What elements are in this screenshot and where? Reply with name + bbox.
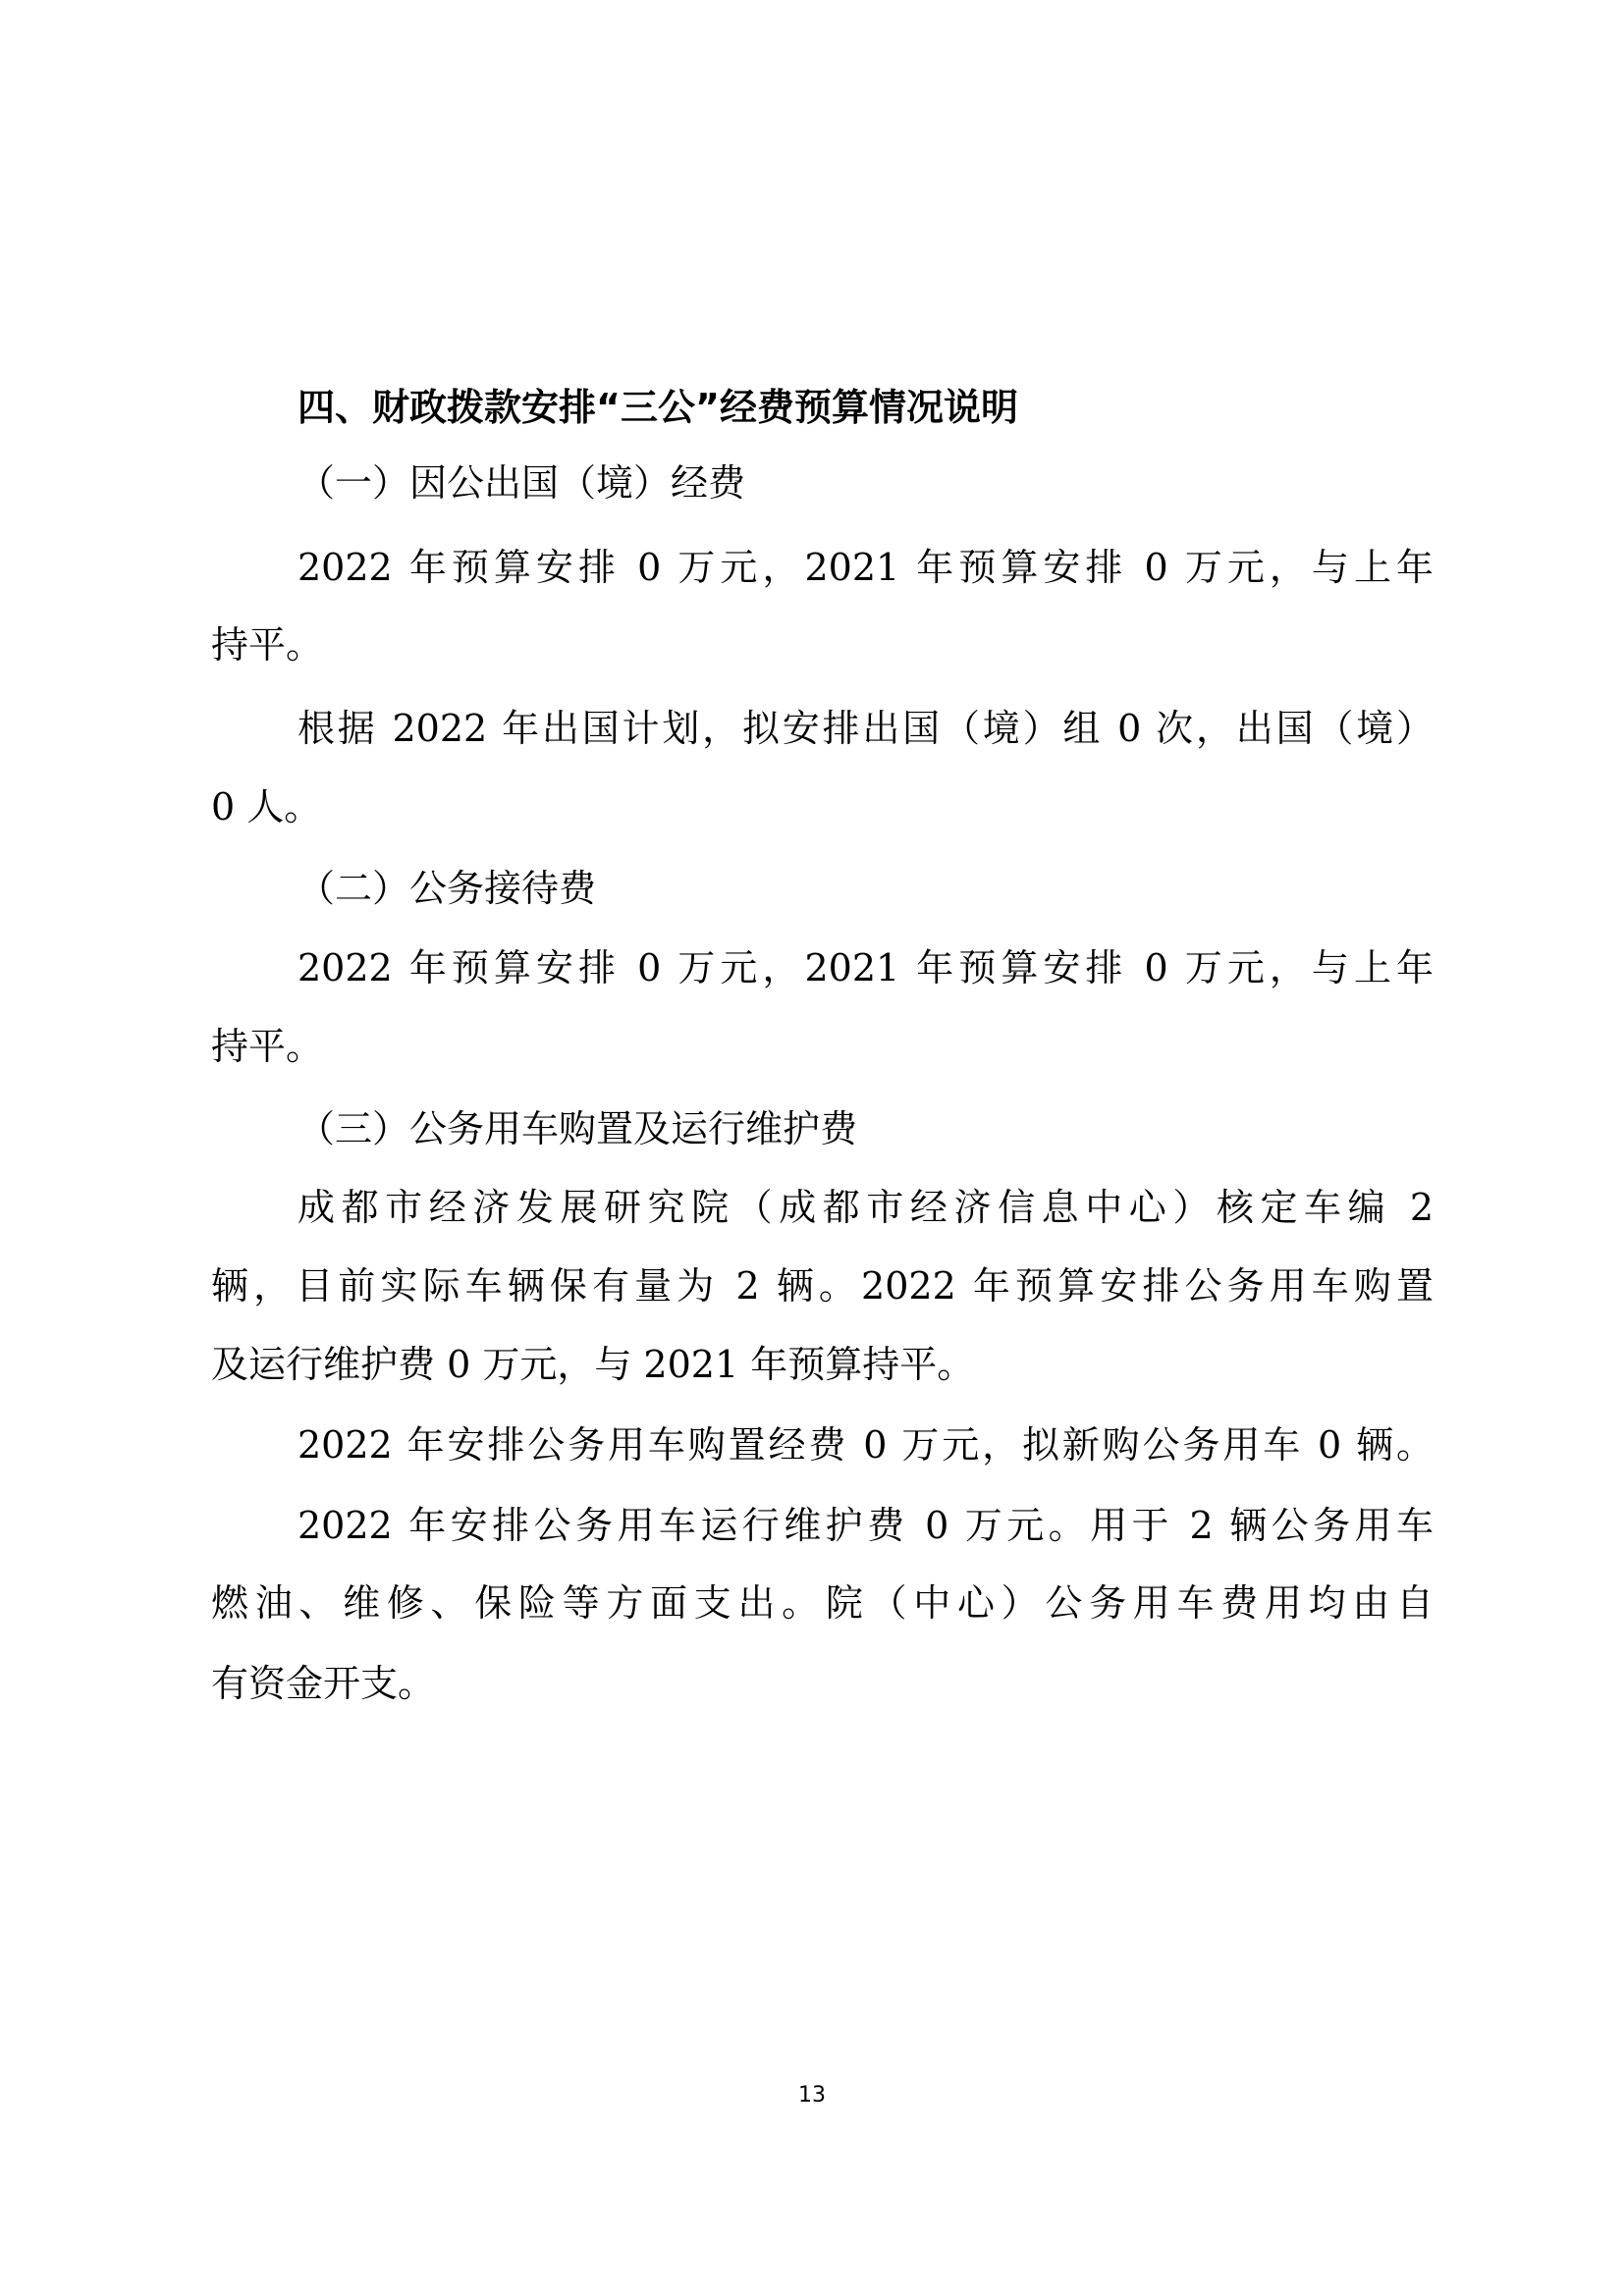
paragraph-4-line-2: 辆，目前实际车辆保有量为 2 辆。2022 年预算安排公务用车购置 — [211, 1264, 1434, 1308]
paragraph-4-line-3: 及运行维护费 0 万元，与 2021 年预算持平。 — [211, 1343, 975, 1386]
paragraph-1-line-1: 2022 年预算安排 0 万元，2021 年预算安排 0 万元，与上年 — [298, 546, 1434, 589]
paragraph-6-line-3: 有资金开支。 — [211, 1662, 436, 1705]
paragraph-3-line-2: 持平。 — [211, 1025, 324, 1068]
paragraph-4-line-1: 成都市经济发展研究院（成都市经济信息中心）核定车编 2 — [298, 1186, 1434, 1229]
subsection-heading-2: （二）公务接待费 — [298, 867, 597, 910]
paragraph-2-line-2: 0 人。 — [211, 785, 322, 828]
page-number: 13 — [798, 2083, 826, 2108]
paragraph-5-line-1: 2022 年安排公务用车购置经费 0 万元，拟新购公务用车 0 辆。 — [298, 1423, 1434, 1467]
subsection-heading-3: （三）公务用车购置及运行维护费 — [298, 1107, 858, 1150]
section-heading: 四、财政拨款安排“三公”经费预算情况说明 — [298, 386, 1018, 429]
paragraph-1-line-2: 持平。 — [211, 623, 324, 667]
paragraph-2-line-1: 根据 2022 年出国计划，拟安排出国（境）组 0 次，出国（境） — [298, 707, 1434, 750]
subsection-heading-1: （一）因公出国（境）经费 — [298, 461, 746, 505]
paragraph-6-line-2: 燃油、维修、保险等方面支出。院（中心）公务用车费用均由自 — [211, 1581, 1434, 1625]
paragraph-3-line-1: 2022 年预算安排 0 万元，2021 年预算安排 0 万元，与上年 — [298, 946, 1434, 989]
paragraph-6-line-1: 2022 年安排公务用车运行维护费 0 万元。用于 2 辆公务用车 — [298, 1504, 1434, 1547]
